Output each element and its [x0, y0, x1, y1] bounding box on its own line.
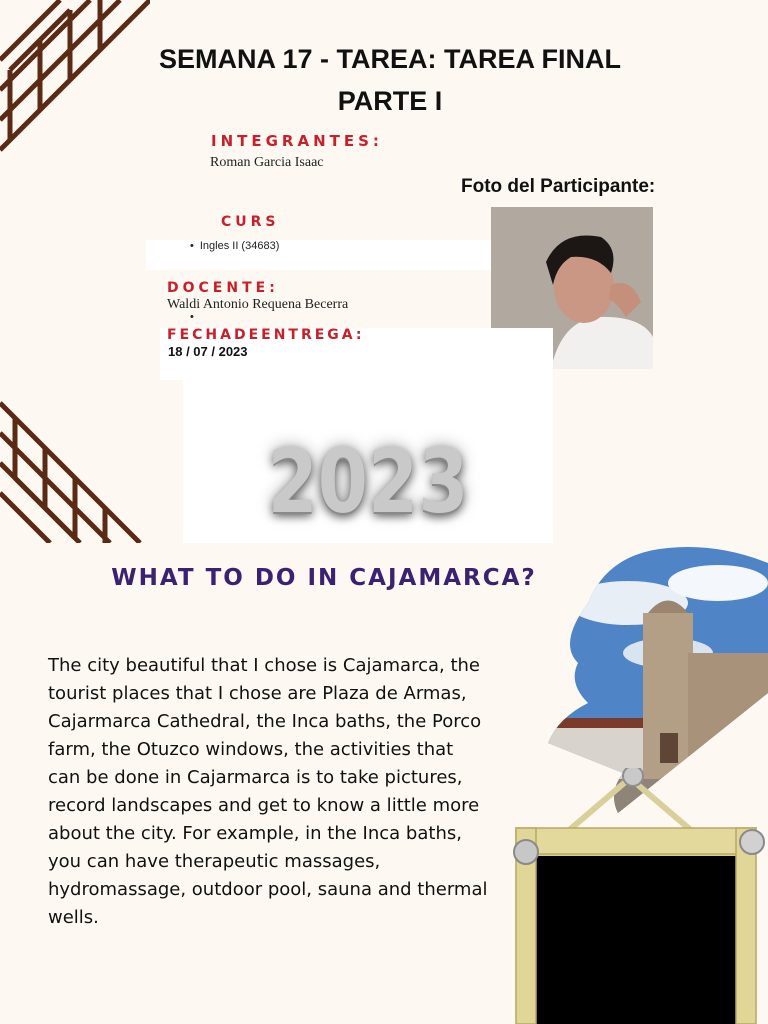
hanging-board [510, 768, 768, 1024]
lattice-left-middle [0, 398, 160, 543]
docente-label: DOCENTE: [167, 280, 279, 296]
docente-bullet [190, 311, 200, 323]
fecha-label: FECHADEENTREGA: [167, 327, 365, 343]
integrante-name: Roman Garcia Isaac [210, 155, 324, 170]
body-paragraph: The city beautiful that I chose is Cajamarca, the tourist places that I chose are Plaza de Armas, Cajarmarca Cathedral, the Inca baths, the Porco farm, the Otuzco windows, the activities that can be done in Cajarmarca is to take pictures, record landscapes and get to know a little more about the city. For example, in the Inca baths, you can have therapeutic massages, hydromassage, outdoor pool, sauna and thermal wells. [48, 655, 488, 928]
cajamarca-page [0, 543, 768, 1024]
fecha-value: 18 / 07 / 2023 [168, 344, 248, 359]
integrantes-label: INTEGRANTES: [211, 132, 383, 150]
year-box [183, 380, 553, 543]
page-title [90, 38, 690, 122]
photo-label: Foto del Participante: [461, 176, 656, 197]
title-line-2: PARTE I [337, 86, 443, 116]
curso-label: CURS [221, 214, 280, 226]
curso-item: • Ingles II (34683) [190, 240, 279, 252]
year-text: 2023 [267, 430, 469, 533]
docente-name: Waldi Antonio Requena Becerra [167, 297, 349, 312]
title-line-1: SEMANA 17 - TAREA: TAREA FINAL [159, 44, 621, 74]
section-heading: WHAT TO DO IN CAJAMARCA? [111, 565, 537, 591]
